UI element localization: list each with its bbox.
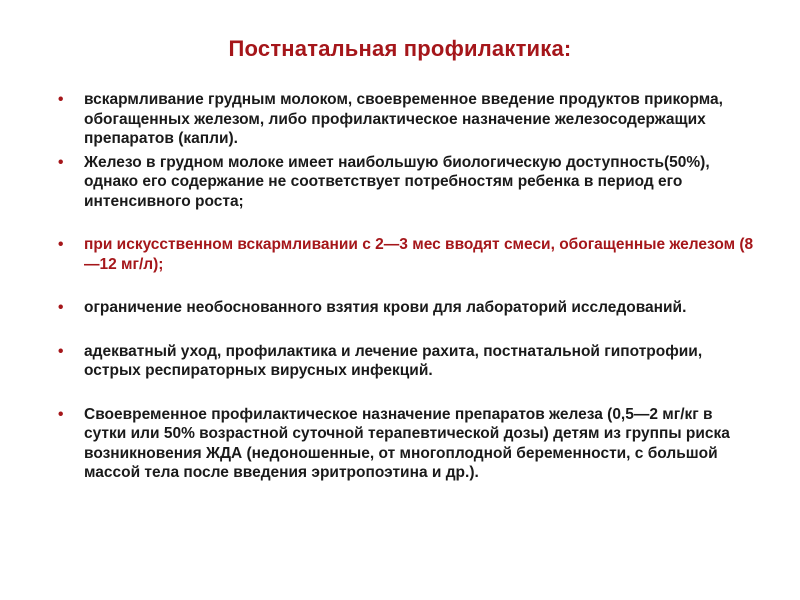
bullet-text: при искусственном вскармливании с 2—3 мес вводят смеси, обогащенные железом (8—12 мг/л);	[84, 236, 754, 273]
bullet-item-1	[58, 90, 758, 149]
bullet-item-5	[58, 342, 758, 381]
bullet-item-3	[58, 235, 758, 274]
bullet-item-4	[58, 298, 758, 318]
bullet-marker: •	[58, 236, 64, 253]
bullet-text: Железо в грудном молоке имеет наибольшую биологическую доступность(50%), однако его содержание не соответствует потребностям ребенка в период его интенсивного роста;	[84, 153, 710, 210]
bullet-marker: •	[58, 153, 64, 171]
bullet-text: ограничение необоснованного взятия крови для лабораторий исследований.	[84, 299, 687, 316]
bullet-text: вскармливание грудным молоком, своевременное введение продуктов прикорма, обогащенных железом, либо профилактическое назначение железосодержащих препаратов (капли).	[84, 91, 723, 147]
bullet-text: Своевременное профилактическое назначение препаратов железа (0,5—2 мг/кг в сутки или 50% возрастной суточной терапевтической дозы) детям из группы риска возникновения ЖДА (недоношенные, от многоплодной беременности, с большой массой тела после введения эритропоэтина и др.).	[84, 405, 730, 481]
bullet-marker: •	[58, 299, 64, 316]
bullet-marker: •	[58, 405, 64, 423]
bullet-list	[58, 90, 758, 483]
bullet-item-6	[58, 405, 758, 483]
bullet-marker: •	[58, 342, 64, 360]
bullet-item-2	[58, 153, 758, 212]
slide-title: Постнатальная профилактика:	[228, 36, 572, 61]
bullet-marker: •	[58, 91, 64, 108]
bullet-text: адекватный уход, профилактика и лечение рахита, постнатальной гипотрофии, острых респираторных вирусных инфекций.	[84, 342, 703, 379]
